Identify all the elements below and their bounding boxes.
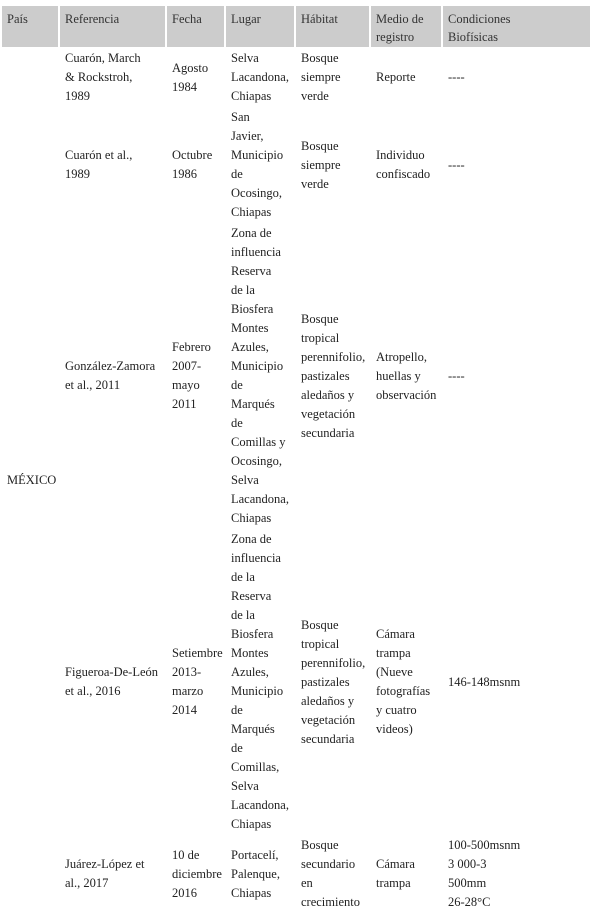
table-row: [2, 530, 590, 834]
header-condiciones: Condiciones Biofísicas: [443, 6, 590, 47]
cell-lugar: Zona de influencia de la Reserva de la Biosfera Montes Azules, Municipio de Marqués de Comillas, Selva Lacandona, Chiapas: [231, 532, 289, 831]
cell-medio: Atropello, huellas y observación: [376, 349, 437, 402]
header-lugar: Lugar: [226, 6, 294, 47]
cell-lugar: San Javier, Municipio de Ocosingo, Chiapas: [231, 110, 284, 219]
cell-referencia: Figueroa-De-León et al., 2016: [65, 665, 159, 698]
header-medio: Medio de registro: [371, 6, 441, 47]
cell-lugar: Zona de influencia Reserva de la Biosfera Montes Azules, Municipio de Marqués de Comillas y Ocosingo, Selva Lacandona, Chiapas: [231, 226, 289, 525]
cell-medio: Individuo confiscado: [376, 148, 431, 181]
cell-condiciones: ----: [448, 368, 465, 383]
cell-habitat: Bosque tropical perennifolio, pastizales aledaños y vegetación secundaria: [301, 617, 366, 746]
cell-medio: Reporte: [376, 70, 416, 84]
cell-condiciones: ----: [448, 70, 465, 84]
header-pais: País: [2, 6, 58, 47]
table-row: [2, 836, 590, 912]
table-row: [2, 108, 590, 222]
header-referencia: Referencia: [60, 6, 165, 47]
cell-referencia: Cuarón, March & Rockstroh, 1989: [65, 51, 141, 103]
country-cell: MÉXICO: [7, 473, 57, 487]
cell-habitat: Bosque siempre verde: [301, 138, 341, 191]
cell-fecha: Octubre 1986: [172, 148, 213, 181]
table-row: [2, 224, 590, 528]
cell-medio: Cámara trampa (Nueve fotografías y cuatro videos): [376, 627, 431, 736]
cell-fecha: 10 de diciembre 2016: [172, 847, 222, 900]
header-habitat: Hábitat: [296, 6, 369, 47]
cell-fecha: Agosto 1984: [172, 60, 209, 94]
cell-fecha: Setiembre 2013- marzo 2014: [172, 646, 223, 717]
cell-fecha: Febrero 2007- mayo 2011: [172, 340, 211, 411]
cell-habitat: Bosque tropical perennifolio, pastizales aledaños y vegetación secundaria: [301, 311, 366, 440]
cell-lugar: Selva Lacandona, Chiapas: [231, 51, 289, 103]
header-fecha: Fecha: [167, 6, 224, 47]
cell-referencia: Juárez-López et al., 2017: [65, 857, 145, 890]
cell-medio: Cámara trampa: [376, 857, 415, 890]
cell-lugar: Portacelí, Palenque, Chiapas: [231, 847, 280, 900]
cell-habitat: Bosque secundario en crecimiento: [301, 838, 360, 909]
table-row: [2, 49, 590, 106]
cell-habitat: Bosque siempre verde: [301, 51, 341, 103]
cell-condiciones: 146-148msnm: [448, 674, 521, 689]
cell-condiciones: ----: [448, 157, 465, 172]
records-table: [0, 4, 592, 914]
cell-condiciones: 100-500msnm 3 000-3 500mm 26-28°C: [448, 838, 521, 909]
cell-referencia: Cuarón et al., 1989: [65, 148, 133, 181]
header-row: [2, 6, 590, 47]
cell-referencia: González-Zamora et al., 2011: [65, 359, 156, 392]
